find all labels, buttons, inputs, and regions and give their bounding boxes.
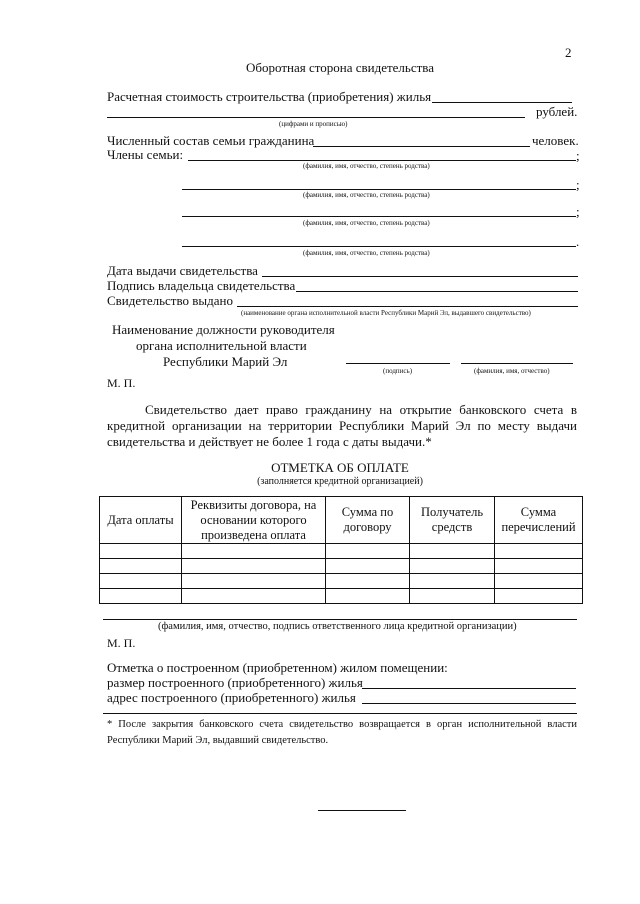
stamp-place-1: М. П. (107, 376, 136, 390)
table-cell[interactable] (326, 574, 410, 589)
owner-signature-label: Подпись владельца свидетельства (107, 278, 296, 293)
cost-unit: рублей. (536, 104, 578, 119)
head-name-caption: (фамилия, имя, отчество) (474, 367, 550, 375)
page-number: 2 (565, 45, 572, 60)
head-position-line-1: Наименование должности руководителя (112, 322, 335, 337)
table-cell[interactable] (100, 589, 182, 604)
cost-label: Расчетная стоимость строительства (приобретения) жилья (107, 89, 432, 104)
end-separator (318, 810, 406, 811)
issue-date-label: Дата выдачи свидетельства (107, 263, 258, 278)
member-2-semicolon: ; (576, 177, 580, 192)
issue-date-input-line[interactable] (262, 276, 578, 277)
table-cell[interactable] (326, 559, 410, 574)
table-cell[interactable] (410, 559, 495, 574)
table-cell[interactable] (182, 574, 326, 589)
payment-table (99, 496, 583, 604)
table-cell[interactable] (100, 559, 182, 574)
family-member-line-2[interactable] (182, 189, 576, 190)
rights-paragraph: Свидетельство дает право гражданину на открытие банковского счета в кредитной организации на территории Республики Марий Эл по месту выдачи свидетельства и действует не более 1 года с даты выдачи.* (107, 402, 577, 449)
responsible-caption: (фамилия, имя, отчество, подпись ответственного лица кредитной организации) (158, 621, 517, 632)
cost-input-line-2[interactable] (107, 117, 525, 118)
housing-title: Отметка о построенном (приобретенном) жилом помещении: (107, 660, 448, 675)
issued-by-input-line[interactable] (237, 306, 578, 307)
issued-by-caption: (наименование органа исполнительной власти Республики Марий Эл, выдавшего свидетельство) (241, 309, 531, 317)
column-header: Сумма по договору (326, 497, 410, 544)
issued-by-label: Свидетельство выдано (107, 293, 233, 308)
table-row (100, 559, 583, 574)
housing-address-input-line[interactable] (362, 703, 576, 704)
table-cell[interactable] (495, 544, 583, 559)
table-row (100, 574, 583, 589)
table-cell[interactable] (100, 544, 182, 559)
family-member-line-1[interactable] (188, 160, 576, 161)
page-title: Оборотная сторона свидетельства (245, 60, 435, 75)
family-member-line-4[interactable] (182, 246, 576, 247)
family-size-unit: человек. (532, 133, 579, 148)
head-position-line-2: органа исполнительной власти (136, 338, 307, 353)
family-member-line-3[interactable] (182, 216, 576, 217)
housing-size-input-line[interactable] (362, 688, 576, 689)
member-3-semicolon: ; (576, 204, 580, 219)
table-cell[interactable] (326, 544, 410, 559)
table-cell[interactable] (326, 589, 410, 604)
column-header: Реквизиты договора, на основании которого произведена оплата (182, 497, 326, 544)
column-header: Дата оплаты (100, 497, 182, 544)
table-cell[interactable] (182, 589, 326, 604)
member-1-caption: (фамилия, имя, отчество, степень родства) (303, 162, 430, 170)
member-2-caption: (фамилия, имя, отчество, степень родства) (303, 191, 430, 199)
member-4-caption: (фамилия, имя, отчество, степень родства) (303, 249, 430, 257)
member-3-caption: (фамилия, имя, отчество, степень родства) (303, 219, 430, 227)
head-signature-line[interactable] (346, 363, 450, 364)
stamp-place-2: М. П. (107, 636, 136, 650)
cost-input-line-1[interactable] (432, 102, 572, 103)
table-cell[interactable] (410, 544, 495, 559)
cost-caption: (цифрами и прописью) (279, 120, 348, 128)
footnote-separator (103, 713, 577, 714)
table-cell[interactable] (410, 589, 495, 604)
head-signature-caption: (подпись) (383, 367, 413, 375)
table-cell[interactable] (100, 574, 182, 589)
member-4-period: . (576, 234, 580, 249)
table-cell[interactable] (410, 574, 495, 589)
payment-title: ОТМЕТКА ОБ ОПЛАТЕ (271, 460, 409, 475)
head-position-line-3: Республики Марий Эл (163, 354, 288, 369)
owner-signature-line[interactable] (296, 291, 578, 292)
housing-address-label: адрес построенного (приобретенного) жилья (107, 690, 356, 705)
table-row (100, 589, 583, 604)
family-members-label: Члены семьи: (107, 147, 184, 162)
payment-subtitle: (заполняется кредитной организацией) (257, 476, 423, 487)
housing-size-label: размер построенного (приобретенного) жилья (107, 675, 363, 690)
table-cell[interactable] (182, 559, 326, 574)
table-cell[interactable] (495, 559, 583, 574)
responsible-person-line[interactable] (103, 619, 577, 620)
family-size-label: Численный состав семьи гражданина (107, 133, 315, 148)
footnote: * После закрытия банковского счета свидетельство возвращается в орган исполнительной власти Республики Марий Эл, выдавший свидетельство. (107, 719, 577, 746)
family-size-input-line[interactable] (313, 146, 530, 147)
column-header: Сумма перечислений (495, 497, 583, 544)
table-cell[interactable] (495, 589, 583, 604)
column-header: Получатель средств (410, 497, 495, 544)
head-name-line[interactable] (461, 363, 573, 364)
payment-table-header (100, 497, 583, 544)
table-cell[interactable] (495, 574, 583, 589)
table-row (100, 544, 583, 559)
member-1-semicolon: ; (576, 148, 580, 163)
table-cell[interactable] (182, 544, 326, 559)
